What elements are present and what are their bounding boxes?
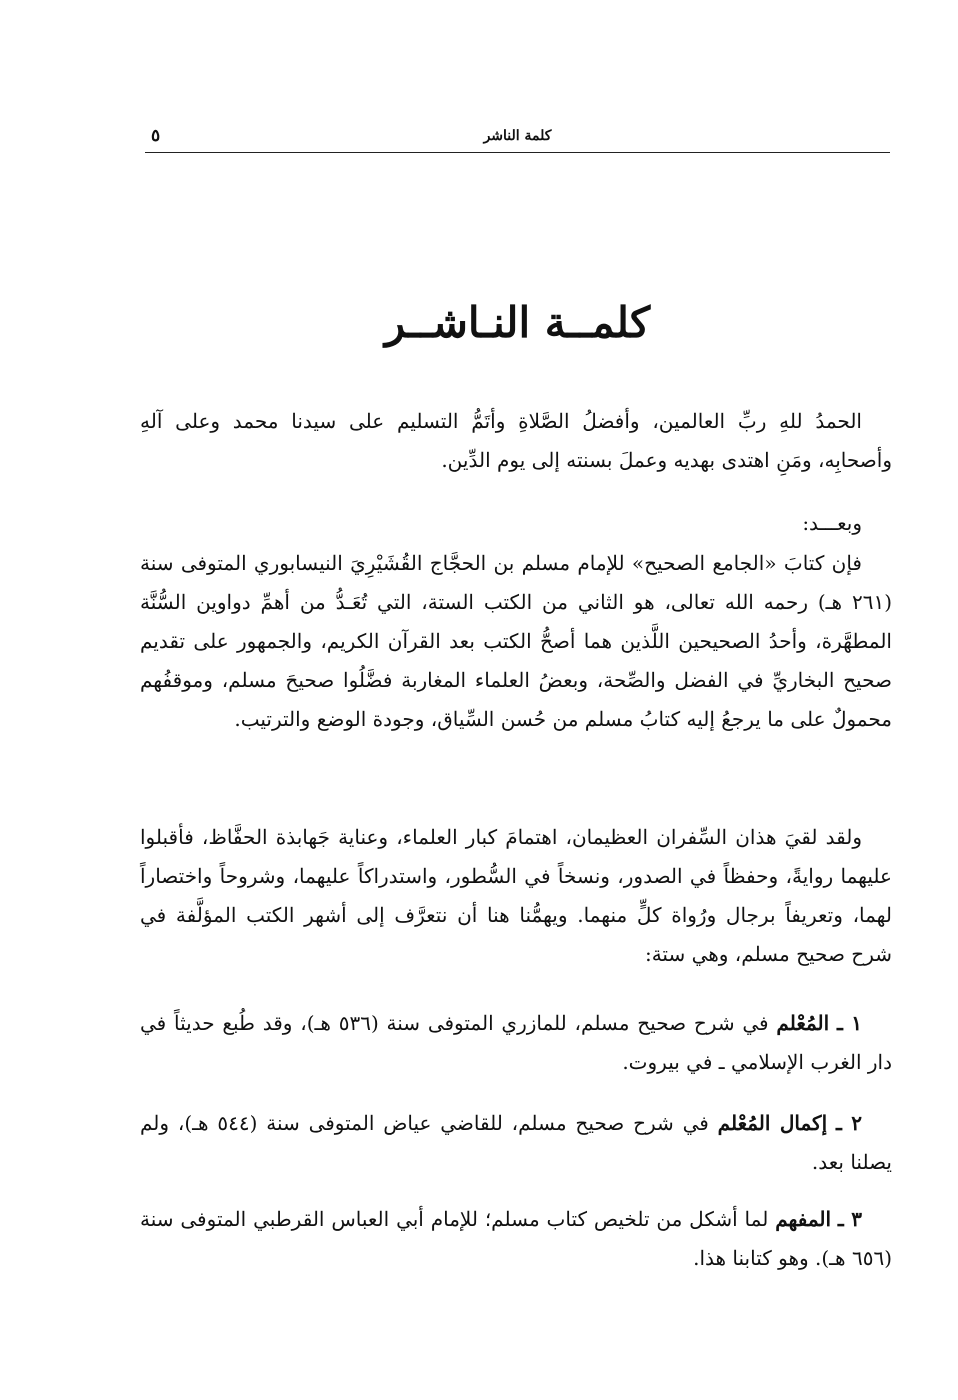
list-item-commentary-2 <box>140 1104 892 1182</box>
page-number: ٥ <box>151 126 161 146</box>
item-number: ١ ـ <box>837 1011 863 1035</box>
item-title: المُعْلم <box>776 1011 830 1035</box>
item-number: ٢ ـ <box>835 1111 862 1135</box>
paragraph-commentaries-intro: ولقد لقيَ هذان السِّفران العظيمان، اهتمامَ كبار العلماء، وعناية جَهابذة الحفَّاظ، فأقبلوا عليهما روايةً، وحفظاً في الصدور، ونسخاً في السُّطور، واستدراكاً عليهما، وشروحاً واختصاراً لهما، وتعريفاً برجال ورُواة كلٍّ منهما. ويهمُّنا هنا أن نتعرَّف إلى أشهر الكتب المؤلَّفة في شرح صحيح مسلم، وهي ستة: <box>140 825 892 966</box>
paragraph-about-book: فإن كتابَ «الجامع الصحيح» للإمام مسلم بن الحجَّاج القُشَيْرِيَ النيسابوري المتوفى سنة (٢٦١ هـ) رحمه الله تعالى، هو الثاني من الكتب الستة، التي تُعَـدُّ من أهمِّ دواوين السُّنَّة المطهَّرة، وأحدُ الصحيحين اللَّذين هما أصحُّ الكتب بعد القرآن الكريم، والجمهور على تقديم صحيح البخاريِّ في الفضل والصِّحة، وبعضُ العلماء المغاربة فضَّلُوا صحيحَ مسلم، وموقفُهم محمولٌ على ما يرجعُ إليه كتابُ مسلم من حُسن السِّياق، وجودة الوضع والترتيب. <box>140 551 892 731</box>
chapter-title: كلمــة النـاشــر <box>384 298 651 347</box>
item-title: المفهم <box>775 1207 832 1231</box>
paragraph-praise: الحمدُ للهِ ربِّ العالمين، وأفضلُ الصَّلاةِ وأتَمُّ التسليم على سيدنا محمد وعلى آلهِ وأصحابِه، ومَنِ اهتدى بهديه وعملَ بسنته إلى يوم الدِّين. <box>140 409 892 472</box>
item-text: في شرح صحيح مسلم، للقاضي عياض المتوفى سنة (٥٤٤ هـ)، ولم يصلنا بعد. <box>140 1111 892 1174</box>
list-item-commentary-3 <box>140 1200 892 1278</box>
item-number: ٣ ـ <box>837 1207 863 1231</box>
list-item-commentary-1 <box>140 1004 892 1082</box>
paragraph-transition: وبعـــد: <box>802 511 862 535</box>
running-title: كلمة الناشر <box>483 128 552 144</box>
item-text: لما أشكل من تلخيص كتاب مسلم؛ للإمام أبي العباس القرطبي المتوفى سنة (٦٥٦ هـ). وهو كتابنا هذا. <box>140 1207 892 1270</box>
item-text: في شرح صحيح مسلم، للمازري المتوفى سنة (٥٣٦ هـ)، وقد طُبع حديثاً في دار الغرب الإسلامي ـ في بيروت. <box>140 1011 892 1074</box>
page-header <box>145 122 890 153</box>
item-title: إكمال المُعْلم <box>717 1111 828 1135</box>
